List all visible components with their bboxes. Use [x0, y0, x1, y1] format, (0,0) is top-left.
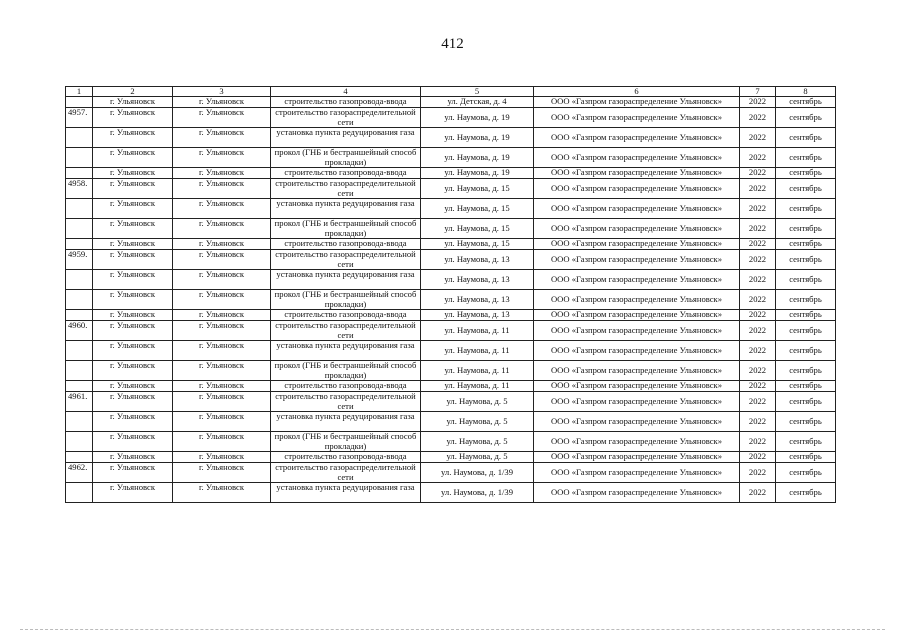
address-cell: ул. Наумова, д. 15	[421, 179, 534, 199]
locality-cell: г. Ульяновск	[93, 250, 173, 270]
table-body	[66, 97, 836, 503]
year-cell: 2022	[740, 108, 776, 128]
month-cell: сентябрь	[776, 108, 836, 128]
row-number-cell	[66, 239, 93, 250]
work-type-cell: строительство газопровода-ввода	[271, 239, 421, 250]
month-cell: сентябрь	[776, 310, 836, 321]
locality-cell: г. Ульяновск	[93, 412, 173, 432]
document-table-wrapper	[65, 86, 835, 503]
organization-cell: ООО «Газпром газораспределение Ульяновск»	[534, 463, 740, 483]
table-row	[66, 361, 836, 381]
settlement-cell: г. Ульяновск	[173, 381, 271, 392]
month-cell: сентябрь	[776, 321, 836, 341]
month-cell: сентябрь	[776, 97, 836, 108]
settlement-cell: г. Ульяновск	[173, 341, 271, 361]
work-type-cell: строительство газопровода-ввода	[271, 381, 421, 392]
table-row	[66, 341, 836, 361]
work-type-cell: установка пункта редуцирования газа	[271, 341, 421, 361]
table-row	[66, 97, 836, 108]
work-type-cell: строительство газораспределительной сети	[271, 179, 421, 199]
address-cell: ул. Наумова, д. 19	[421, 168, 534, 179]
year-cell: 2022	[740, 463, 776, 483]
locality-cell: г. Ульяновск	[93, 290, 173, 310]
organization-cell: ООО «Газпром газораспределение Ульяновск»	[534, 290, 740, 310]
settlement-cell: г. Ульяновск	[173, 199, 271, 219]
year-cell: 2022	[740, 361, 776, 381]
month-cell: сентябрь	[776, 148, 836, 168]
address-cell: ул. Наумова, д. 5	[421, 412, 534, 432]
row-number-cell	[66, 128, 93, 148]
row-number-cell	[66, 199, 93, 219]
row-number-cell	[66, 361, 93, 381]
year-cell: 2022	[740, 168, 776, 179]
work-type-cell: строительство газораспределительной сети	[271, 392, 421, 412]
settlement-cell: г. Ульяновск	[173, 412, 271, 432]
table-row	[66, 412, 836, 432]
address-cell: ул. Детская, д. 4	[421, 97, 534, 108]
table-row	[66, 290, 836, 310]
year-cell: 2022	[740, 148, 776, 168]
row-number-cell	[66, 290, 93, 310]
column-header-2: 2	[93, 87, 173, 97]
settlement-cell: г. Ульяновск	[173, 290, 271, 310]
year-cell: 2022	[740, 321, 776, 341]
locality-cell: г. Ульяновск	[93, 148, 173, 168]
column-header-3: 3	[173, 87, 271, 97]
organization-cell: ООО «Газпром газораспределение Ульяновск»	[534, 239, 740, 250]
table-row	[66, 199, 836, 219]
table-row	[66, 128, 836, 148]
year-cell: 2022	[740, 290, 776, 310]
organization-cell: ООО «Газпром газораспределение Ульяновск»	[534, 148, 740, 168]
organization-cell: ООО «Газпром газораспределение Ульяновск»	[534, 412, 740, 432]
work-type-cell: строительство газопровода-ввода	[271, 452, 421, 463]
year-cell: 2022	[740, 452, 776, 463]
month-cell: сентябрь	[776, 128, 836, 148]
column-header-8: 8	[776, 87, 836, 97]
settlement-cell: г. Ульяновск	[173, 168, 271, 179]
locality-cell: г. Ульяновск	[93, 219, 173, 239]
settlement-cell: г. Ульяновск	[173, 452, 271, 463]
organization-cell: ООО «Газпром газораспределение Ульяновск»	[534, 321, 740, 341]
year-cell: 2022	[740, 483, 776, 503]
locality-cell: г. Ульяновск	[93, 432, 173, 452]
row-number-cell: 4962.	[66, 463, 93, 483]
month-cell: сентябрь	[776, 412, 836, 432]
locality-cell: г. Ульяновск	[93, 179, 173, 199]
address-cell: ул. Наумова, д. 19	[421, 128, 534, 148]
table-row	[66, 179, 836, 199]
month-cell: сентябрь	[776, 270, 836, 290]
locality-cell: г. Ульяновск	[93, 392, 173, 412]
organization-cell: ООО «Газпром газораспределение Ульяновск»	[534, 270, 740, 290]
table-row	[66, 219, 836, 239]
settlement-cell: г. Ульяновск	[173, 128, 271, 148]
address-cell: ул. Наумова, д. 5	[421, 432, 534, 452]
month-cell: сентябрь	[776, 341, 836, 361]
organization-cell: ООО «Газпром газораспределение Ульяновск»	[534, 341, 740, 361]
organization-cell: ООО «Газпром газораспределение Ульяновск»	[534, 128, 740, 148]
row-number-cell: 4959.	[66, 250, 93, 270]
organization-cell: ООО «Газпром газораспределение Ульяновск»	[534, 219, 740, 239]
column-header-6: 6	[534, 87, 740, 97]
settlement-cell: г. Ульяновск	[173, 310, 271, 321]
settlement-cell: г. Ульяновск	[173, 219, 271, 239]
year-cell: 2022	[740, 412, 776, 432]
column-header-1: 1	[66, 87, 93, 97]
settlement-cell: г. Ульяновск	[173, 321, 271, 341]
address-cell: ул. Наумова, д. 13	[421, 310, 534, 321]
address-cell: ул. Наумова, д. 13	[421, 270, 534, 290]
locality-cell: г. Ульяновск	[93, 483, 173, 503]
work-type-cell: строительство газораспределительной сети	[271, 108, 421, 128]
month-cell: сентябрь	[776, 239, 836, 250]
row-number-cell	[66, 412, 93, 432]
year-cell: 2022	[740, 432, 776, 452]
row-number-cell	[66, 270, 93, 290]
address-cell: ул. Наумова, д. 1/39	[421, 483, 534, 503]
organization-cell: ООО «Газпром газораспределение Ульяновск»	[534, 168, 740, 179]
row-number-cell	[66, 381, 93, 392]
month-cell: сентябрь	[776, 392, 836, 412]
settlement-cell: г. Ульяновск	[173, 250, 271, 270]
organization-cell: ООО «Газпром газораспределение Ульяновск»	[534, 483, 740, 503]
month-cell: сентябрь	[776, 168, 836, 179]
organization-cell: ООО «Газпром газораспределение Ульяновск»	[534, 97, 740, 108]
work-type-cell: установка пункта редуцирования газа	[271, 412, 421, 432]
work-type-cell: установка пункта редуцирования газа	[271, 199, 421, 219]
settlement-cell: г. Ульяновск	[173, 361, 271, 381]
work-type-cell: строительство газопровода-ввода	[271, 97, 421, 108]
work-type-cell: прокол (ГНБ и бестраншейный способ прокладки)	[271, 219, 421, 239]
column-header-7: 7	[740, 87, 776, 97]
year-cell: 2022	[740, 199, 776, 219]
organization-cell: ООО «Газпром газораспределение Ульяновск»	[534, 179, 740, 199]
organization-cell: ООО «Газпром газораспределение Ульяновск»	[534, 432, 740, 452]
year-cell: 2022	[740, 179, 776, 199]
work-type-cell: строительство газораспределительной сети	[271, 321, 421, 341]
table-row	[66, 381, 836, 392]
month-cell: сентябрь	[776, 290, 836, 310]
work-type-cell: прокол (ГНБ и бестраншейный способ прокладки)	[271, 361, 421, 381]
table-row	[66, 148, 836, 168]
settlement-cell: г. Ульяновск	[173, 270, 271, 290]
settlement-cell: г. Ульяновск	[173, 392, 271, 412]
year-cell: 2022	[740, 270, 776, 290]
table-row	[66, 239, 836, 250]
year-cell: 2022	[740, 310, 776, 321]
table-row	[66, 483, 836, 503]
locality-cell: г. Ульяновск	[93, 270, 173, 290]
organization-cell: ООО «Газпром газораспределение Ульяновск»	[534, 361, 740, 381]
address-cell: ул. Наумова, д. 5	[421, 452, 534, 463]
table-row	[66, 250, 836, 270]
row-number-cell	[66, 452, 93, 463]
work-type-cell: строительство газораспределительной сети	[271, 250, 421, 270]
address-cell: ул. Наумова, д. 11	[421, 321, 534, 341]
settlement-cell: г. Ульяновск	[173, 432, 271, 452]
row-number-cell	[66, 432, 93, 452]
row-number-cell	[66, 310, 93, 321]
column-header-5: 5	[421, 87, 534, 97]
table-row	[66, 108, 836, 128]
row-number-cell	[66, 148, 93, 168]
month-cell: сентябрь	[776, 432, 836, 452]
settlement-cell: г. Ульяновск	[173, 108, 271, 128]
organization-cell: ООО «Газпром газораспределение Ульяновск»	[534, 452, 740, 463]
row-number-cell: 4961.	[66, 392, 93, 412]
address-cell: ул. Наумова, д. 13	[421, 250, 534, 270]
work-type-cell: установка пункта редуцирования газа	[271, 270, 421, 290]
locality-cell: г. Ульяновск	[93, 310, 173, 321]
year-cell: 2022	[740, 128, 776, 148]
locality-cell: г. Ульяновск	[93, 321, 173, 341]
row-number-cell	[66, 219, 93, 239]
locality-cell: г. Ульяновск	[93, 97, 173, 108]
row-number-cell	[66, 483, 93, 503]
settlement-cell: г. Ульяновск	[173, 97, 271, 108]
address-cell: ул. Наумова, д. 15	[421, 239, 534, 250]
row-number-cell: 4960.	[66, 321, 93, 341]
year-cell: 2022	[740, 341, 776, 361]
table-row	[66, 321, 836, 341]
work-type-cell: строительство газораспределительной сети	[271, 463, 421, 483]
locality-cell: г. Ульяновск	[93, 463, 173, 483]
year-cell: 2022	[740, 219, 776, 239]
organization-cell: ООО «Газпром газораспределение Ульяновск»	[534, 381, 740, 392]
address-cell: ул. Наумова, д. 19	[421, 148, 534, 168]
locality-cell: г. Ульяновск	[93, 452, 173, 463]
settlement-cell: г. Ульяновск	[173, 239, 271, 250]
header-row	[66, 87, 836, 97]
locality-cell: г. Ульяновск	[93, 361, 173, 381]
locality-cell: г. Ульяновск	[93, 239, 173, 250]
month-cell: сентябрь	[776, 381, 836, 392]
organization-cell: ООО «Газпром газораспределение Ульяновск»	[534, 250, 740, 270]
month-cell: сентябрь	[776, 179, 836, 199]
month-cell: сентябрь	[776, 452, 836, 463]
row-number-cell: 4958.	[66, 179, 93, 199]
address-cell: ул. Наумова, д. 19	[421, 108, 534, 128]
locality-cell: г. Ульяновск	[93, 108, 173, 128]
organization-cell: ООО «Газпром газораспределение Ульяновск»	[534, 310, 740, 321]
address-cell: ул. Наумова, д. 11	[421, 361, 534, 381]
work-type-cell: строительство газопровода-ввода	[271, 168, 421, 179]
address-cell: ул. Наумова, д. 1/39	[421, 463, 534, 483]
column-header-4: 4	[271, 87, 421, 97]
organization-cell: ООО «Газпром газораспределение Ульяновск»	[534, 108, 740, 128]
table-row	[66, 270, 836, 290]
locality-cell: г. Ульяновск	[93, 381, 173, 392]
construction-table	[65, 86, 836, 503]
table-row	[66, 168, 836, 179]
locality-cell: г. Ульяновск	[93, 128, 173, 148]
work-type-cell: строительство газопровода-ввода	[271, 310, 421, 321]
month-cell: сентябрь	[776, 219, 836, 239]
table-row	[66, 392, 836, 412]
address-cell: ул. Наумова, д. 15	[421, 199, 534, 219]
address-cell: ул. Наумова, д. 11	[421, 341, 534, 361]
settlement-cell: г. Ульяновск	[173, 483, 271, 503]
month-cell: сентябрь	[776, 199, 836, 219]
table-row	[66, 310, 836, 321]
month-cell: сентябрь	[776, 463, 836, 483]
settlement-cell: г. Ульяновск	[173, 148, 271, 168]
bottom-divider	[20, 629, 885, 630]
row-number-cell: 4957.	[66, 108, 93, 128]
table-row	[66, 432, 836, 452]
year-cell: 2022	[740, 97, 776, 108]
month-cell: сентябрь	[776, 483, 836, 503]
organization-cell: ООО «Газпром газораспределение Ульяновск»	[534, 392, 740, 412]
year-cell: 2022	[740, 239, 776, 250]
row-number-cell	[66, 168, 93, 179]
row-number-cell	[66, 97, 93, 108]
month-cell: сентябрь	[776, 361, 836, 381]
row-number-cell	[66, 341, 93, 361]
settlement-cell: г. Ульяновск	[173, 179, 271, 199]
work-type-cell: прокол (ГНБ и бестраншейный способ прокладки)	[271, 148, 421, 168]
address-cell: ул. Наумова, д. 5	[421, 392, 534, 412]
month-cell: сентябрь	[776, 250, 836, 270]
address-cell: ул. Наумова, д. 13	[421, 290, 534, 310]
work-type-cell: установка пункта редуцирования газа	[271, 128, 421, 148]
locality-cell: г. Ульяновск	[93, 168, 173, 179]
settlement-cell: г. Ульяновск	[173, 463, 271, 483]
year-cell: 2022	[740, 250, 776, 270]
locality-cell: г. Ульяновск	[93, 199, 173, 219]
work-type-cell: прокол (ГНБ и бестраншейный способ прокладки)	[271, 290, 421, 310]
organization-cell: ООО «Газпром газораспределение Ульяновск»	[534, 199, 740, 219]
work-type-cell: прокол (ГНБ и бестраншейный способ прокладки)	[271, 432, 421, 452]
year-cell: 2022	[740, 381, 776, 392]
locality-cell: г. Ульяновск	[93, 341, 173, 361]
address-cell: ул. Наумова, д. 15	[421, 219, 534, 239]
table-row	[66, 452, 836, 463]
work-type-cell: установка пункта редуцирования газа	[271, 483, 421, 503]
year-cell: 2022	[740, 392, 776, 412]
page-number: 412	[441, 36, 464, 52]
address-cell: ул. Наумова, д. 11	[421, 381, 534, 392]
table-row	[66, 463, 836, 483]
